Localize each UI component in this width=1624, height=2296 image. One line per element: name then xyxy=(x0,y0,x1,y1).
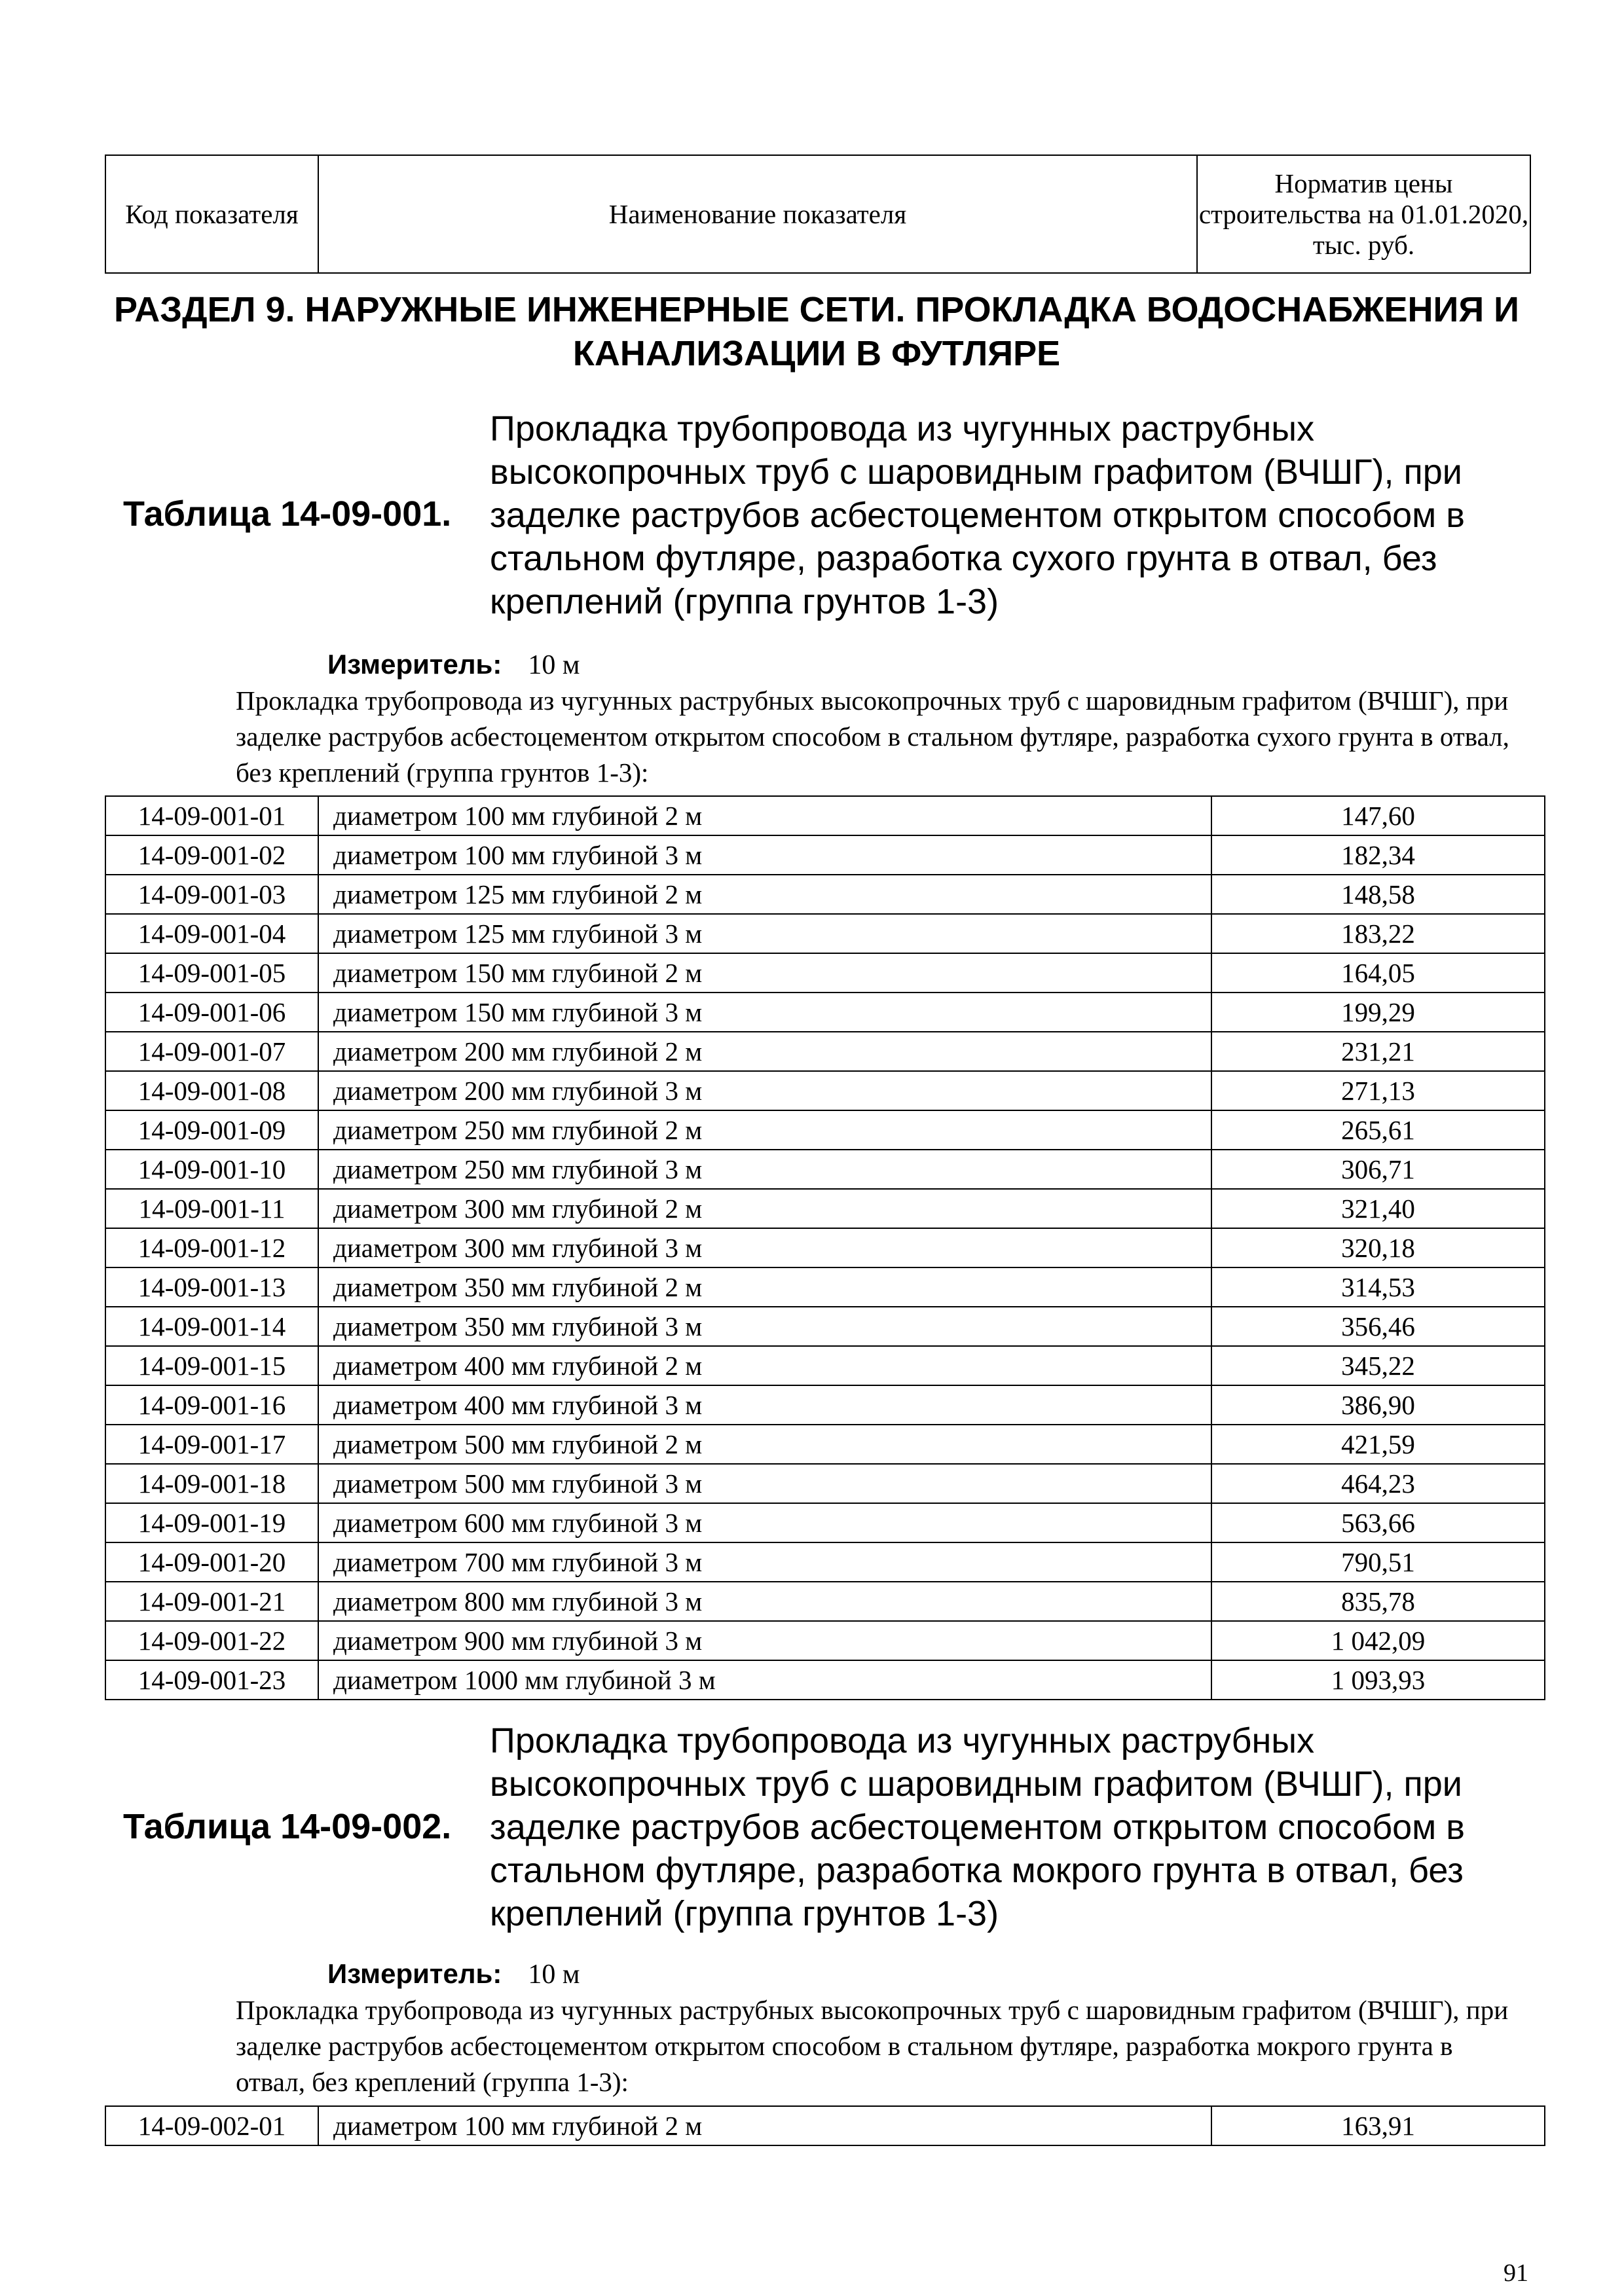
table-row xyxy=(105,835,1545,875)
table-row xyxy=(105,914,1545,953)
row-name-cell: диаметром 300 мм глубиной 2 м xyxy=(318,1189,1211,1228)
table-row xyxy=(105,1189,1545,1228)
table-row xyxy=(105,1032,1545,1071)
row-value-cell: 183,22 xyxy=(1211,914,1545,953)
row-name-cell: диаметром 200 мм глубиной 2 м xyxy=(318,1032,1211,1071)
row-name-cell: диаметром 400 мм глубиной 2 м xyxy=(318,1346,1211,1385)
row-code-cell: 14-09-002-01 xyxy=(105,2106,318,2145)
section-title: РАЗДЕЛ 9. НАРУЖНЫЕ ИНЖЕНЕРНЫЕ СЕТИ. ПРОКЛАДКА ВОДОСНАБЖЕНИЯ И КАНАЛИЗАЦИИ В ФУТЛЯРЕ xyxy=(114,290,1519,373)
row-name-cell: диаметром 300 мм глубиной 3 м xyxy=(318,1228,1211,1267)
table-row xyxy=(105,1464,1545,1503)
header-row xyxy=(105,155,1530,273)
table-2-group-description: Прокладка трубопровода из чугунных раструбных высокопрочных труб с шаровидным графитом (ВЧШГ), при заделке раструбов асбестоцементом открытом способом в стальном футляре, разработка мокрого грунта в отвал, без креплений (группа 1-3): xyxy=(236,1995,1509,2097)
row-name-cell: диаметром 250 мм глубиной 2 м xyxy=(318,1110,1211,1150)
row-name-cell: диаметром 1000 мм глубиной 3 м xyxy=(318,1660,1211,1700)
row-value-cell: 148,58 xyxy=(1211,875,1545,914)
row-value-cell: 835,78 xyxy=(1211,1582,1545,1621)
table-1-data xyxy=(105,795,1545,1700)
table-row xyxy=(105,875,1545,914)
row-name-cell: диаметром 700 мм глубиной 3 м xyxy=(318,1542,1211,1582)
row-code-cell: 14-09-001-06 xyxy=(105,993,318,1032)
table-row xyxy=(105,1503,1545,1542)
table-row xyxy=(105,796,1545,835)
table-1-meter-label: Измеритель: xyxy=(327,649,502,680)
row-code-cell: 14-09-001-20 xyxy=(105,1542,318,1582)
row-name-cell: диаметром 125 мм глубиной 3 м xyxy=(318,914,1211,953)
table-1-meter xyxy=(327,648,580,682)
page-number: 91 xyxy=(1504,2259,1528,2287)
row-name-cell: диаметром 100 мм глубиной 2 м xyxy=(318,2106,1211,2145)
table-row xyxy=(105,1582,1545,1621)
table-row xyxy=(105,1307,1545,1346)
row-name-cell: диаметром 125 мм глубиной 2 м xyxy=(318,875,1211,914)
table-row xyxy=(105,2106,1545,2145)
table-1-title: Прокладка трубопровода из чугунных раструбных высокопрочных труб с шаровидным графитом (ВЧШГ), при заделке раструбов асбестоцементом открытом способом в стальном футляре, разработка сухого грунта в отвал, без креплений (группа грунтов 1-3) xyxy=(490,409,1465,621)
row-code-cell: 14-09-001-16 xyxy=(105,1385,318,1425)
table-1-meter-value: 10 м xyxy=(528,650,580,680)
table-2-data xyxy=(105,2105,1545,2146)
header-table xyxy=(105,155,1531,274)
row-value-cell: 1 042,09 xyxy=(1211,1621,1545,1660)
row-value-cell: 271,13 xyxy=(1211,1071,1545,1110)
row-code-cell: 14-09-001-03 xyxy=(105,875,318,914)
row-code-cell: 14-09-001-18 xyxy=(105,1464,318,1503)
row-name-cell: диаметром 150 мм глубиной 2 м xyxy=(318,953,1211,993)
table-1-group-description: Прокладка трубопровода из чугунных раструбных высокопрочных труб с шаровидным графитом (ВЧШГ), при заделке раструбов асбестоцементом открытом способом в стальном футляре, разработка сухого грунта в отвал, без креплений (группа грунтов 1-3): xyxy=(236,685,1509,788)
table-row xyxy=(105,1385,1545,1425)
row-name-cell: диаметром 600 мм глубиной 3 м xyxy=(318,1503,1211,1542)
row-value-cell: 320,18 xyxy=(1211,1228,1545,1267)
table-row xyxy=(105,1660,1545,1700)
row-value-cell: 790,51 xyxy=(1211,1542,1545,1582)
row-name-cell: диаметром 500 мм глубиной 2 м xyxy=(318,1425,1211,1464)
table-2-label: Таблица 14-09-002. xyxy=(123,1807,452,1846)
row-value-cell: 164,05 xyxy=(1211,953,1545,993)
row-name-cell: диаметром 900 мм глубиной 3 м xyxy=(318,1621,1211,1660)
row-value-cell: 356,46 xyxy=(1211,1307,1545,1346)
table-1-label: Таблица 14-09-001. xyxy=(123,494,452,534)
row-value-cell: 464,23 xyxy=(1211,1464,1545,1503)
row-name-cell: диаметром 100 мм глубиной 3 м xyxy=(318,835,1211,875)
row-code-cell: 14-09-001-22 xyxy=(105,1621,318,1660)
row-code-cell: 14-09-001-10 xyxy=(105,1150,318,1189)
row-code-cell: 14-09-001-21 xyxy=(105,1582,318,1621)
row-name-cell: диаметром 800 мм глубиной 3 м xyxy=(318,1582,1211,1621)
table-row xyxy=(105,1425,1545,1464)
row-value-cell: 386,90 xyxy=(1211,1385,1545,1425)
row-code-cell: 14-09-001-23 xyxy=(105,1660,318,1700)
row-name-cell: диаметром 350 мм глубиной 2 м xyxy=(318,1267,1211,1307)
table-row xyxy=(105,953,1545,993)
row-name-cell: диаметром 350 мм глубиной 3 м xyxy=(318,1307,1211,1346)
row-value-cell: 147,60 xyxy=(1211,796,1545,835)
table-row xyxy=(105,993,1545,1032)
row-value-cell: 231,21 xyxy=(1211,1032,1545,1071)
table-row xyxy=(105,1267,1545,1307)
row-code-cell: 14-09-001-11 xyxy=(105,1189,318,1228)
row-value-cell: 314,53 xyxy=(1211,1267,1545,1307)
header-code-cell: Код показателя xyxy=(105,155,318,273)
row-value-cell: 321,40 xyxy=(1211,1189,1545,1228)
row-code-cell: 14-09-001-04 xyxy=(105,914,318,953)
table-row xyxy=(105,1621,1545,1660)
row-code-cell: 14-09-001-07 xyxy=(105,1032,318,1071)
row-value-cell: 199,29 xyxy=(1211,993,1545,1032)
row-code-cell: 14-09-001-19 xyxy=(105,1503,318,1542)
row-code-cell: 14-09-001-08 xyxy=(105,1071,318,1110)
row-value-cell: 563,66 xyxy=(1211,1503,1545,1542)
row-name-cell: диаметром 500 мм глубиной 3 м xyxy=(318,1464,1211,1503)
row-code-cell: 14-09-001-12 xyxy=(105,1228,318,1267)
row-code-cell: 14-09-001-13 xyxy=(105,1267,318,1307)
row-code-cell: 14-09-001-05 xyxy=(105,953,318,993)
row-code-cell: 14-09-001-15 xyxy=(105,1346,318,1385)
row-code-cell: 14-09-001-01 xyxy=(105,796,318,835)
row-name-cell: диаметром 250 мм глубиной 3 м xyxy=(318,1150,1211,1189)
header-price-cell: Норматив цены строительства на 01.01.2020, тыс. руб. xyxy=(1197,155,1530,273)
row-value-cell: 345,22 xyxy=(1211,1346,1545,1385)
row-value-cell: 163,91 xyxy=(1211,2106,1545,2145)
table-2-meter-value: 10 м xyxy=(528,1959,580,1990)
table-row xyxy=(105,1228,1545,1267)
row-name-cell: диаметром 200 мм глубиной 3 м xyxy=(318,1071,1211,1110)
row-value-cell: 306,71 xyxy=(1211,1150,1545,1189)
row-name-cell: диаметром 100 мм глубиной 2 м xyxy=(318,796,1211,835)
table-row xyxy=(105,1071,1545,1110)
row-value-cell: 1 093,93 xyxy=(1211,1660,1545,1700)
table-2-title: Прокладка трубопровода из чугунных раструбных высокопрочных труб с шаровидным графитом (ВЧШГ), при заделке раструбов асбестоцементом открытом способом в стальном футляре, разработка мокрого грунта в отвал, без креплений (группа грунтов 1-3) xyxy=(490,1721,1465,1933)
row-code-cell: 14-09-001-02 xyxy=(105,835,318,875)
row-code-cell: 14-09-001-14 xyxy=(105,1307,318,1346)
row-value-cell: 265,61 xyxy=(1211,1110,1545,1150)
table-2-meter xyxy=(327,1958,580,1991)
table-row xyxy=(105,1110,1545,1150)
header-name-cell: Наименование показателя xyxy=(318,155,1197,273)
row-value-cell: 182,34 xyxy=(1211,835,1545,875)
row-code-cell: 14-09-001-17 xyxy=(105,1425,318,1464)
row-name-cell: диаметром 150 мм глубиной 3 м xyxy=(318,993,1211,1032)
row-code-cell: 14-09-001-09 xyxy=(105,1110,318,1150)
row-value-cell: 421,59 xyxy=(1211,1425,1545,1464)
table-row xyxy=(105,1346,1545,1385)
table-2-meter-label: Измеритель: xyxy=(327,1958,502,1989)
table-row xyxy=(105,1542,1545,1582)
row-name-cell: диаметром 400 мм глубиной 3 м xyxy=(318,1385,1211,1425)
table-row xyxy=(105,1150,1545,1189)
